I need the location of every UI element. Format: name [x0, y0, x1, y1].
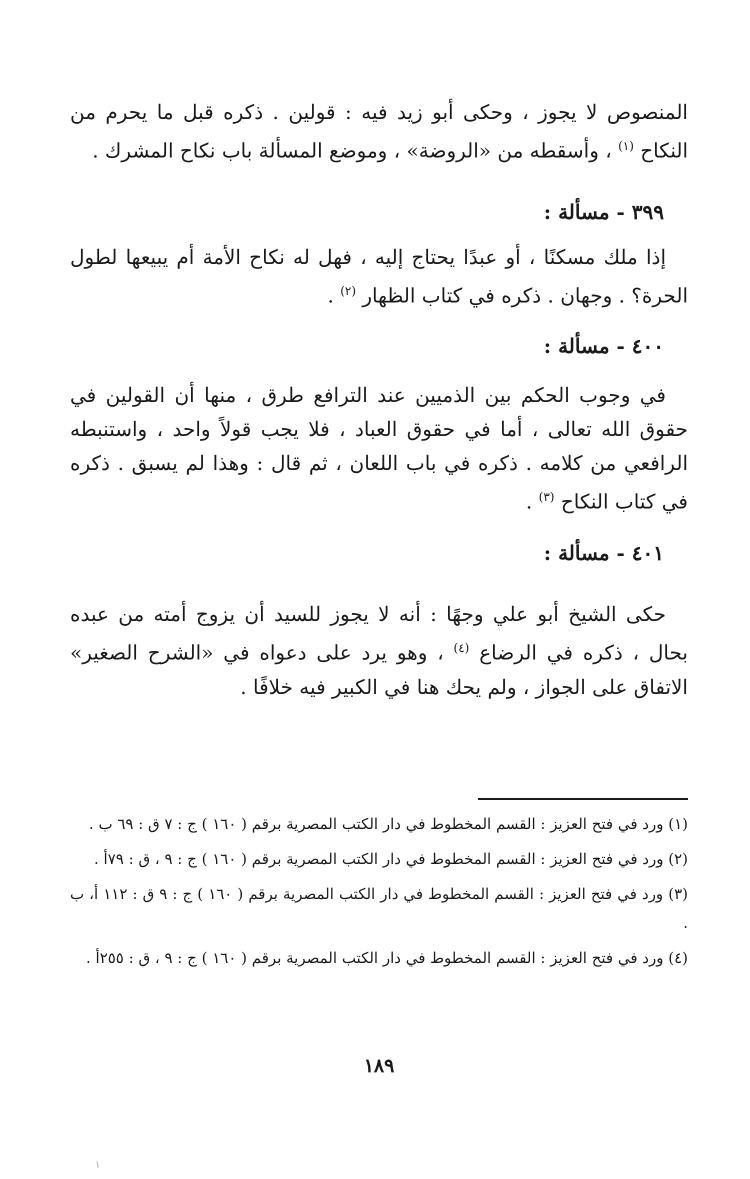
paragraph-3	[70, 378, 688, 519]
page-number: ١٨٩	[363, 1055, 395, 1077]
paragraph-4-text: حكى الشيخ أبو علي وجهًا : أنه لا يجوز للسيد أن يزوج أمته من عبده بحال ، ذكره في الرضاع	[70, 602, 688, 665]
footnote-1: (١) ورد في فتح العزيز : القسم المخطوط في دار الكتب المصرية برقم ( ١٦٠ ) ج : ٧ ق : ٦٩ ب .	[88, 815, 688, 833]
paragraph-3-text: في وجوب الحكم بين الذميين عند الترافع طرق ، منها أن القولين في حقوق الله تعالى ، أما في حقوق العباد ، فلا يجب قولاً واحد ، واستنبطه الرافعي من كلامه . ذكره في باب اللعان ، ثم قال : وهذا لم يسبق . ذكره في كتاب النكاح	[70, 383, 688, 514]
paragraph-1-text: المنصوص لا يجوز ، وحكى أبو زيد فيه : قولين . ذكره قبل ما يحرم من النكاح	[70, 100, 688, 163]
footnote-ref-4[interactable]: (٤)	[453, 641, 470, 655]
footnote-divider	[478, 798, 688, 800]
section-title-400	[70, 329, 688, 363]
paragraph-3-end: .	[525, 489, 533, 514]
footnote-3: (٣) ورد في فتح العزيز : القسم المخطوط في دار الكتب المصرية برقم ( ١٦٠ ) ج : ٩ ق : ١١٢ أ، ب .	[70, 885, 689, 932]
paragraph-2-end: .	[327, 283, 334, 308]
footnote-2: (٢) ورد في فتح العزيز : القسم المخطوط في دار الكتب المصرية برقم ( ١٦٠ ) ج : ٩ ، ق : ٧٩أ .	[94, 850, 688, 868]
section-title-401	[70, 536, 688, 570]
footnote-ref-3[interactable]: (٣)	[538, 490, 555, 504]
paragraph-4-text-end: ، وهو يرد على دعواه في «الشرح الصغير» الاتفاق على الجواز ، ولم يحك هنا في الكبير فيه خلافًا .	[70, 640, 688, 699]
section-title-401-text: ٤٠١ - مسألة :	[543, 541, 664, 565]
footnotes-section	[70, 810, 688, 979]
paragraph-2-text: إذا ملك مسكنًا ، أو عبدًا يحتاج إليه ، فهل له نكاح الأمة أم يبيعها لطول الحرة؟ . وجهان . ذكره في كتاب الظهار	[70, 245, 688, 308]
footnote-ref-1[interactable]: (١)	[618, 139, 634, 153]
paragraph-4	[70, 597, 688, 704]
paragraph-1-text-end: ، وأسقطه من «الروضة» ، وموضع المسألة باب نكاح المشرك .	[92, 138, 612, 163]
section-title-399-text: ٣٩٩ - مسألة :	[543, 200, 664, 224]
section-title-399	[70, 195, 688, 229]
section-title-400-text: ٤٠٠ - مسألة :	[543, 334, 664, 358]
footnote-ref-2[interactable]: (٢)	[340, 284, 357, 298]
footnote-4: (٤) ورد في فتح العزيز : القسم المخطوط في دار الكتب المصرية برقم ( ١٦٠ ) ج : ٩ ، ق : ٢٥٥أ .	[85, 949, 688, 967]
paragraph-1	[70, 95, 688, 168]
corner-mark: ١	[95, 1160, 101, 1171]
paragraph-2	[70, 240, 688, 313]
